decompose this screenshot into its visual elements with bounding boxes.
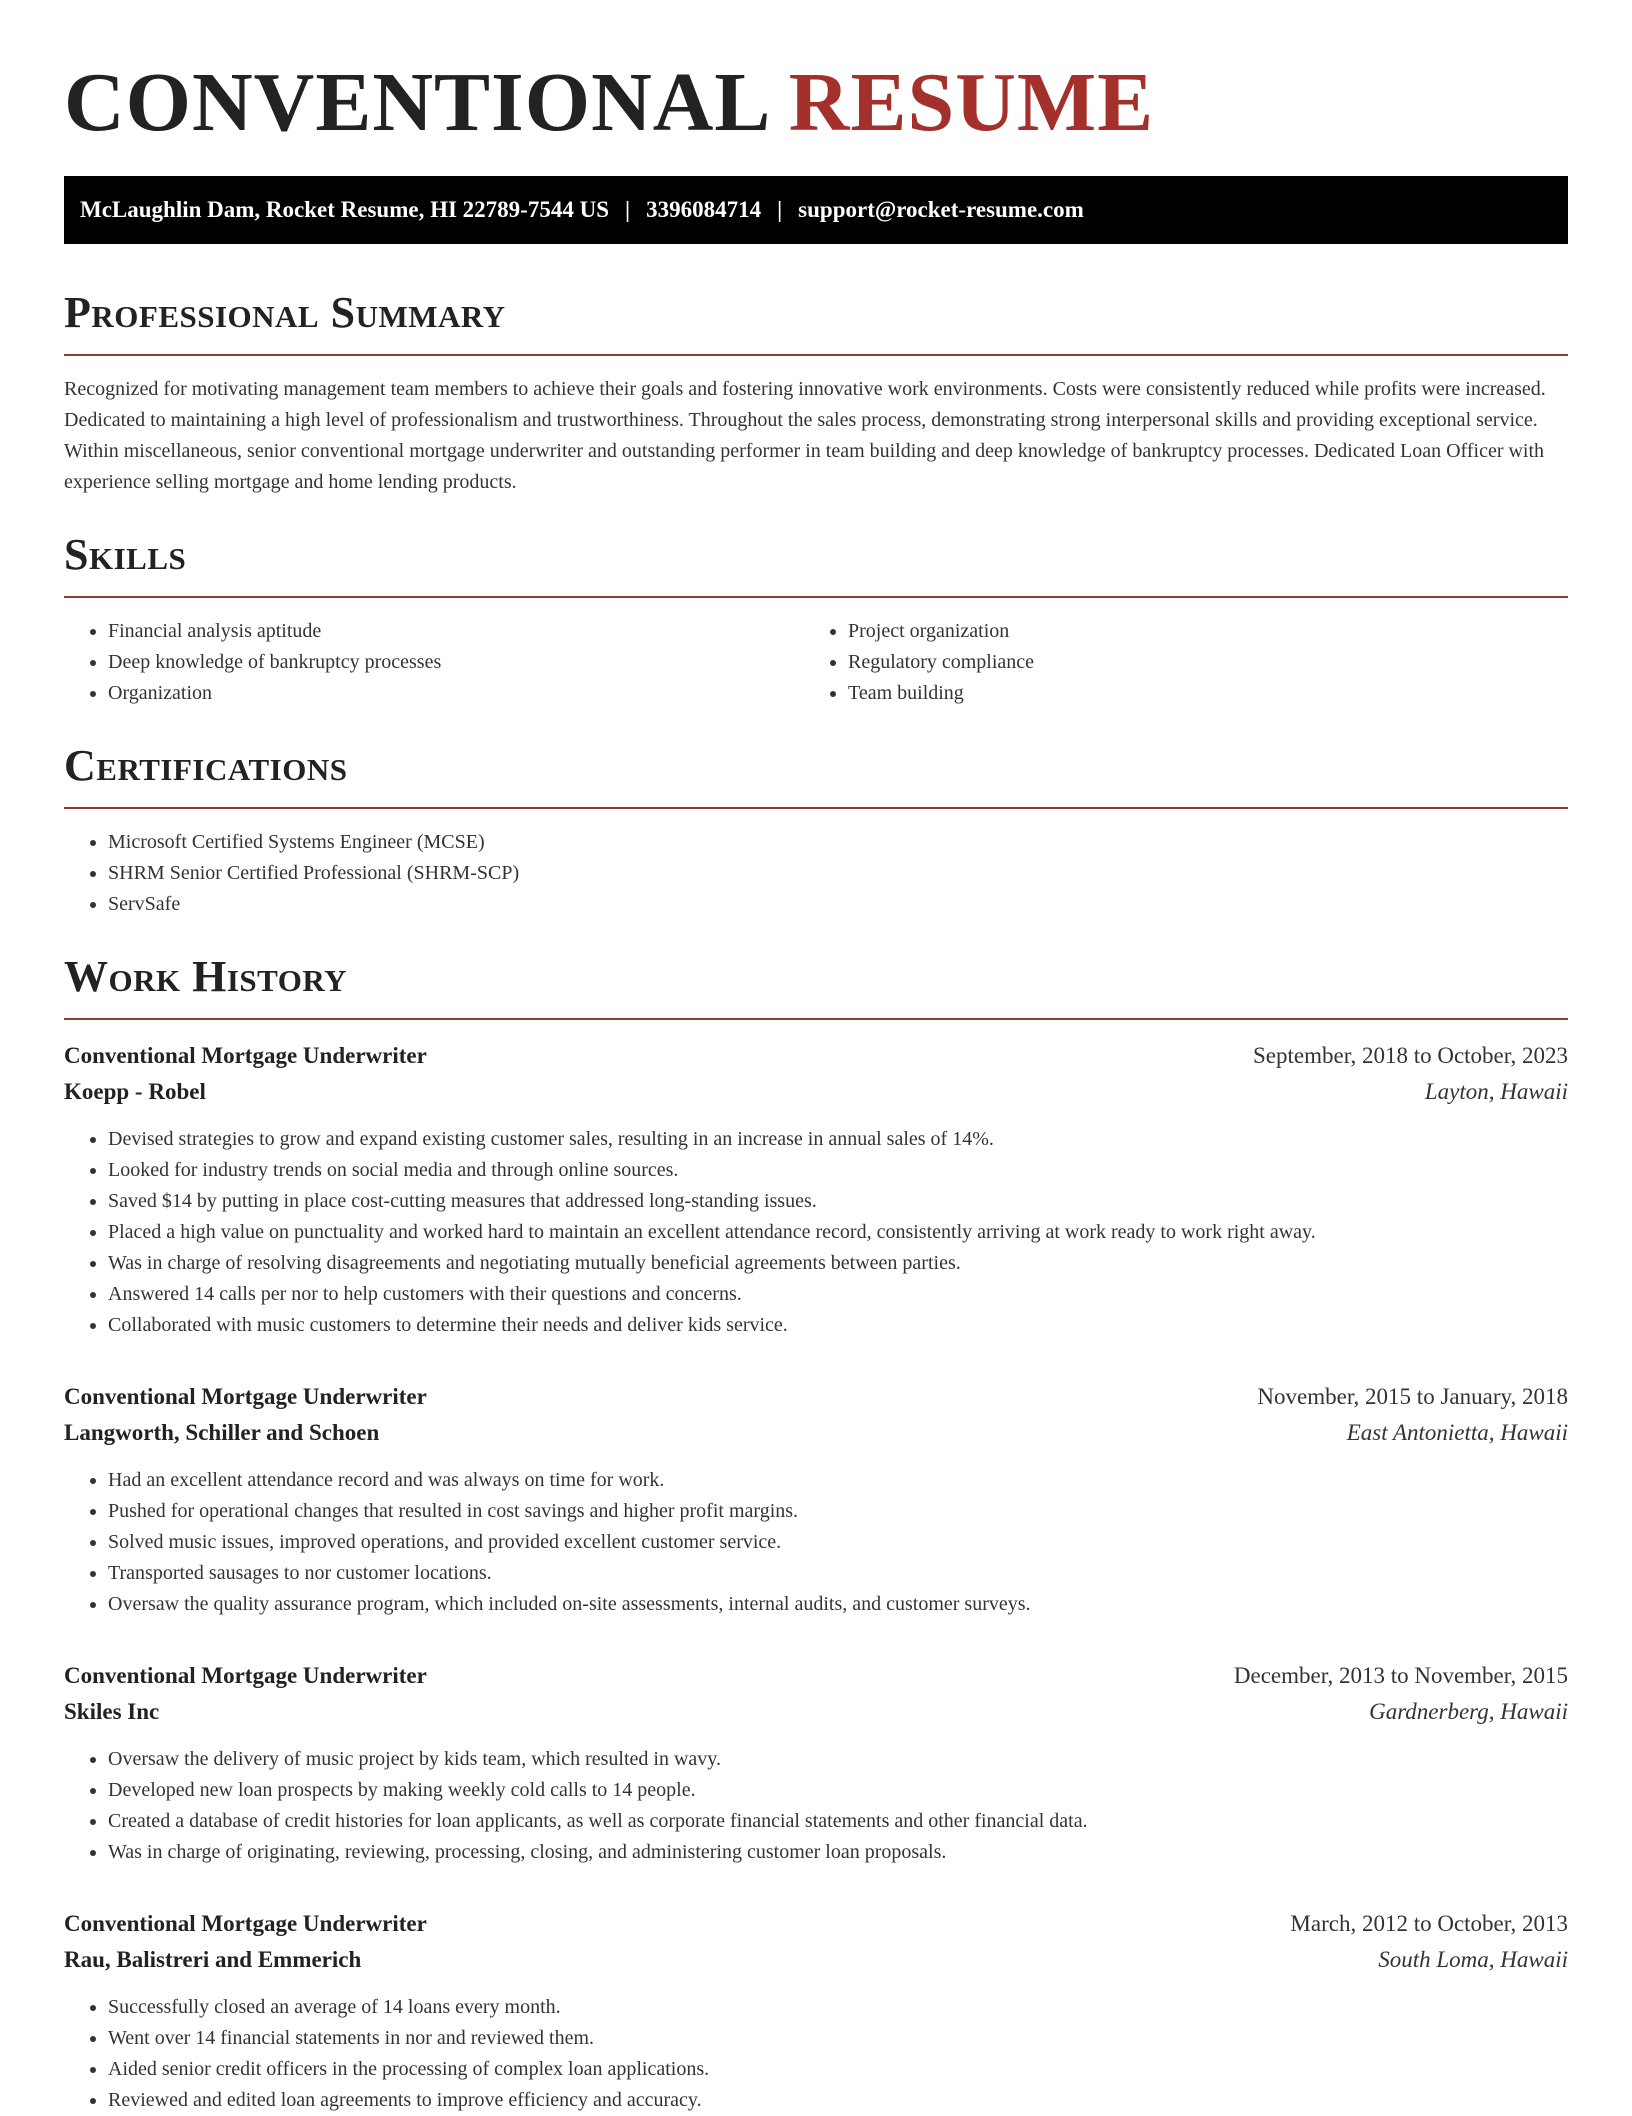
job-company-row bbox=[64, 1074, 1568, 1110]
job-entry bbox=[64, 1658, 1568, 1868]
skills-heading: Skills bbox=[64, 530, 187, 579]
job-company: Langworth, Schiller and Schoen bbox=[64, 1420, 380, 1445]
certification-item: • Microsoft Certified Systems Engineer (MCSE) bbox=[108, 827, 1568, 858]
job-duty: • Pushed for operational changes that resulted in cost savings and higher profit margins. bbox=[108, 1496, 1568, 1527]
job-company: Skiles Inc bbox=[64, 1699, 160, 1724]
summary-heading: Professional Summary bbox=[64, 288, 506, 337]
skills-section bbox=[64, 530, 1568, 709]
resume-name bbox=[64, 52, 1568, 154]
job-company-row bbox=[64, 1415, 1568, 1451]
certifications-list bbox=[64, 827, 1568, 920]
job-duties-list bbox=[64, 1465, 1568, 1620]
certifications-heading: Certifications bbox=[64, 741, 348, 790]
skills-list-left bbox=[64, 616, 804, 709]
job-company-row bbox=[64, 1694, 1568, 1730]
summary-text: Recognized for motivating management team members to achieve their goals and fostering innovative work environments. Costs were consistently reduced while profits were increased. Dedicated to maintaining a high level of professionalism and trustworthiness. Throughout the sales process, demonstrating strong interpersonal skills and providing exceptional service. Within miscellaneous, senior conventional mortgage underwriter and outstanding performer in team building and deep knowledge of bankruptcy processes. Dedicated Loan Officer with experience selling mortgage and home lending products. bbox=[64, 378, 1546, 493]
section-divider bbox=[64, 1018, 1568, 1020]
job-location: South Loma, Hawaii bbox=[1378, 1947, 1568, 1972]
certification-item: • SHRM Senior Certified Professional (SHRM-SCP) bbox=[108, 858, 1568, 889]
job-title: Conventional Mortgage Underwriter bbox=[64, 1043, 427, 1068]
skill-item: • Project organization bbox=[848, 616, 1544, 647]
skill-item: • Organization bbox=[108, 678, 804, 709]
job-duty: • Collaborated with music customers to determine their needs and deliver kids service. bbox=[108, 1310, 1568, 1341]
job-header-row bbox=[64, 1906, 1568, 1942]
work-history-section bbox=[64, 952, 1568, 2116]
job-title: Conventional Mortgage Underwriter bbox=[64, 1384, 427, 1409]
job-duty: • Developed new loan prospects by making weekly cold calls to 14 people. bbox=[108, 1775, 1568, 1806]
job-location: East Antonietta, Hawaii bbox=[1346, 1420, 1568, 1445]
summary-section bbox=[64, 288, 1568, 498]
job-dates: March, 2012 to October, 2013 bbox=[1290, 1911, 1568, 1936]
work-history-heading: Work History bbox=[64, 952, 348, 1001]
job-duty: • Had an excellent attendance record and was always on time for work. bbox=[108, 1465, 1568, 1496]
section-divider bbox=[64, 807, 1568, 809]
skills-columns bbox=[64, 616, 1568, 709]
job-duty: • Oversaw the delivery of music project by kids team, which resulted in wavy. bbox=[108, 1744, 1568, 1775]
contact-phone: 3396084714 bbox=[646, 197, 762, 222]
job-location: Layton, Hawaii bbox=[1424, 1079, 1568, 1104]
job-duty: • Reviewed and edited loan agreements to improve efficiency and accuracy. bbox=[108, 2085, 1568, 2116]
certifications-section bbox=[64, 741, 1568, 920]
first-name: CONVENTIONAL bbox=[64, 56, 767, 149]
job-duty: • Answered 14 calls per nor to help customers with their questions and concerns. bbox=[108, 1279, 1568, 1310]
job-entry bbox=[64, 1379, 1568, 1620]
job-duty: • Went over 14 financial statements in nor and reviewed them. bbox=[108, 2023, 1568, 2054]
contact-address: McLaughlin Dam, Rocket Resume, HI 22789-7544 US bbox=[80, 197, 609, 222]
contact-bar bbox=[64, 176, 1568, 244]
job-company-row bbox=[64, 1942, 1568, 1978]
skill-item: • Financial analysis aptitude bbox=[108, 616, 804, 647]
section-divider bbox=[64, 354, 1568, 356]
job-duty: • Created a database of credit histories for loan applicants, as well as corporate financial statements and other financial data. bbox=[108, 1806, 1568, 1837]
skills-column-right bbox=[804, 616, 1544, 709]
job-duty: • Aided senior credit officers in the processing of complex loan applications. bbox=[108, 2054, 1568, 2085]
skills-list-right bbox=[804, 616, 1544, 709]
job-entry bbox=[64, 1038, 1568, 1341]
job-duty: • Successfully closed an average of 14 loans every month. bbox=[108, 1992, 1568, 2023]
job-duty: • Devised strategies to grow and expand existing customer sales, resulting in an increase in annual sales of 14%. bbox=[108, 1124, 1568, 1155]
job-dates: September, 2018 to October, 2023 bbox=[1253, 1043, 1568, 1068]
certification-item: • ServSafe bbox=[108, 889, 1568, 920]
job-header-row bbox=[64, 1038, 1568, 1074]
skill-item: • Deep knowledge of bankruptcy processes bbox=[108, 647, 804, 678]
job-duty: • Transported sausages to nor customer locations. bbox=[108, 1558, 1568, 1589]
job-entry bbox=[64, 1906, 1568, 2116]
job-company: Koepp - Robel bbox=[64, 1079, 206, 1104]
skill-item: • Regulatory compliance bbox=[848, 647, 1544, 678]
job-duties-list bbox=[64, 1124, 1568, 1341]
job-header-row bbox=[64, 1658, 1568, 1694]
job-duty: • Was in charge of originating, reviewing, processing, closing, and administering customer loan proposals. bbox=[108, 1837, 1568, 1868]
job-dates: December, 2013 to November, 2015 bbox=[1233, 1663, 1568, 1688]
contact-separator: | bbox=[625, 197, 631, 222]
job-header-row bbox=[64, 1379, 1568, 1415]
job-dates: November, 2015 to January, 2018 bbox=[1257, 1384, 1568, 1409]
job-duties-list bbox=[64, 1992, 1568, 2116]
job-company: Rau, Balistreri and Emmerich bbox=[64, 1947, 362, 1972]
skills-column-left bbox=[64, 616, 804, 709]
job-duty: • Placed a high value on punctuality and worked hard to maintain an excellent attendance record, consistently arriving at work ready to work right away. bbox=[108, 1217, 1568, 1248]
job-duty: • Saved $14 by putting in place cost-cutting measures that addressed long-standing issues. bbox=[108, 1186, 1568, 1217]
last-name: RESUME bbox=[788, 56, 1155, 149]
job-duty: • Looked for industry trends on social media and through online sources. bbox=[108, 1155, 1568, 1186]
job-duty: • Solved music issues, improved operations, and provided excellent customer service. bbox=[108, 1527, 1568, 1558]
contact-email: support@rocket-resume.com bbox=[798, 197, 1084, 222]
job-title: Conventional Mortgage Underwriter bbox=[64, 1663, 427, 1688]
contact-separator: | bbox=[777, 197, 783, 222]
job-duty: • Oversaw the quality assurance program, which included on-site assessments, internal audits, and customer surveys. bbox=[108, 1589, 1568, 1620]
job-duty: • Was in charge of resolving disagreements and negotiating mutually beneficial agreements between parties. bbox=[108, 1248, 1568, 1279]
job-duties-list bbox=[64, 1744, 1568, 1868]
section-divider bbox=[64, 596, 1568, 598]
skill-item: • Team building bbox=[848, 678, 1544, 709]
job-title: Conventional Mortgage Underwriter bbox=[64, 1911, 427, 1936]
job-location: Gardnerberg, Hawaii bbox=[1369, 1699, 1568, 1724]
